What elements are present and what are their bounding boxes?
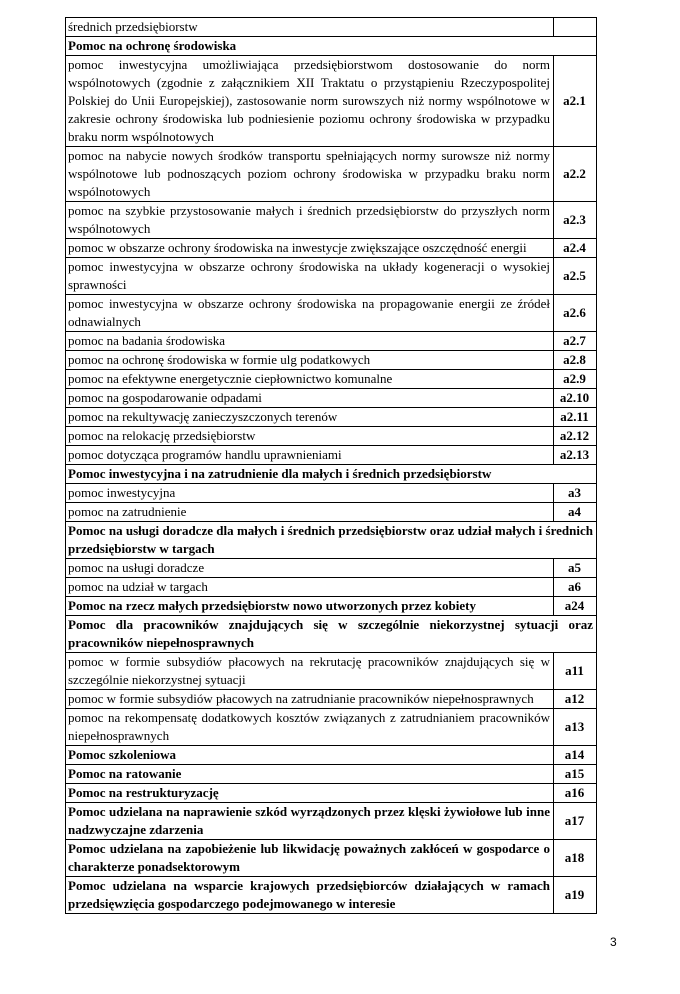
section-header: Pomoc inwestycyjna i na zatrudnienie dla małych i średnich przedsiębiorstw — [66, 465, 597, 484]
aid-code: a2.13 — [554, 446, 597, 465]
table-row — [66, 258, 597, 295]
aid-description: pomoc w formie subsydiów płacowych na rekrutację pracowników znajdujących się w szczególnie niekorzystnej sytuacji — [66, 653, 554, 690]
table-row — [66, 578, 597, 597]
aid-categories-table — [65, 17, 597, 914]
aid-description: pomoc na szybkie przystosowanie małych i średnich przedsiębiorstw do przyszłych norm wspólnotowych — [66, 202, 554, 239]
aid-description: Pomoc udzielana na naprawienie szkód wyrządzonych przez klęski żywiołowe lub inne nadzwyczajne zdarzenia — [66, 803, 554, 840]
table-row — [66, 427, 597, 446]
aid-description: Pomoc udzielana na wsparcie krajowych przedsiębiorców działających w ramach przedsięwzięcia gospodarczego podejmowanego w interesie — [66, 877, 554, 914]
table-row — [66, 877, 597, 914]
aid-description: Pomoc udzielana na zapobieżenie lub likwidację poważnych zakłóceń w gospodarce o charakterze ponadsektorowym — [66, 840, 554, 877]
table-row — [66, 765, 597, 784]
aid-code: a18 — [554, 840, 597, 877]
aid-code: a2.3 — [554, 202, 597, 239]
aid-description: pomoc inwestycyjna — [66, 484, 554, 503]
aid-description: pomoc na badania środowiska — [66, 332, 554, 351]
aid-description: pomoc na zatrudnienie — [66, 503, 554, 522]
table-row — [66, 597, 597, 616]
aid-description: Pomoc szkoleniowa — [66, 746, 554, 765]
section-header-row — [66, 616, 597, 653]
section-header: Pomoc na ochronę środowiska — [66, 37, 597, 56]
aid-code: a6 — [554, 578, 597, 597]
aid-code: a2.10 — [554, 389, 597, 408]
aid-code: a15 — [554, 765, 597, 784]
aid-description: pomoc w formie subsydiów płacowych na zatrudnianie pracowników niepełnosprawnych — [66, 690, 554, 709]
table-row — [66, 389, 597, 408]
aid-description: Pomoc na restrukturyzację — [66, 784, 554, 803]
table-row — [66, 653, 597, 690]
table-row — [66, 408, 597, 427]
aid-description: pomoc na rekultywację zanieczyszczonych terenów — [66, 408, 554, 427]
aid-code — [554, 18, 597, 37]
aid-code: a2.4 — [554, 239, 597, 258]
table-row — [66, 484, 597, 503]
aid-description: średnich przedsiębiorstw — [66, 18, 554, 37]
aid-code: a2.8 — [554, 351, 597, 370]
table-row — [66, 503, 597, 522]
section-header-row — [66, 522, 597, 559]
aid-description: pomoc na efektywne energetycznie ciepłownictwo komunalne — [66, 370, 554, 389]
aid-code: a2.7 — [554, 332, 597, 351]
table-row — [66, 370, 597, 389]
section-header: Pomoc dla pracowników znajdujących się w szczególnie niekorzystnej sytuacji oraz pracowników niepełnosprawnych — [66, 616, 597, 653]
aid-code: a14 — [554, 746, 597, 765]
table-row — [66, 709, 597, 746]
table-row — [66, 690, 597, 709]
table-row — [66, 446, 597, 465]
aid-code: a5 — [554, 559, 597, 578]
aid-code: a12 — [554, 690, 597, 709]
table-row — [66, 559, 597, 578]
page-number: 3 — [610, 935, 617, 949]
aid-description: pomoc dotycząca programów handlu uprawnieniami — [66, 446, 554, 465]
aid-description: pomoc na udział w targach — [66, 578, 554, 597]
aid-code: a2.1 — [554, 56, 597, 147]
aid-description: pomoc na ochronę środowiska w formie ulg podatkowych — [66, 351, 554, 370]
aid-description: Pomoc na ratowanie — [66, 765, 554, 784]
aid-description: pomoc inwestycyjna w obszarze ochrony środowiska na propagowanie energii ze źródeł odnawialnych — [66, 295, 554, 332]
section-header-row — [66, 37, 597, 56]
table-row — [66, 746, 597, 765]
aid-code: a2.5 — [554, 258, 597, 295]
table-row — [66, 18, 597, 37]
aid-code: a24 — [554, 597, 597, 616]
table-row — [66, 332, 597, 351]
aid-code: a2.9 — [554, 370, 597, 389]
section-header: Pomoc na usługi doradcze dla małych i średnich przedsiębiorstw oraz udział małych i średnich przedsiębiorstw w targach — [66, 522, 597, 559]
aid-description: pomoc w obszarze ochrony środowiska na inwestycje zwiększające oszczędność energii — [66, 239, 554, 258]
aid-description: Pomoc na rzecz małych przedsiębiorstw nowo utworzonych przez kobiety — [66, 597, 554, 616]
table-row — [66, 295, 597, 332]
aid-description: pomoc na rekompensatę dodatkowych kosztów związanych z zatrudnianiem pracowników niepełnosprawnych — [66, 709, 554, 746]
aid-description: pomoc inwestycyjna w obszarze ochrony środowiska na układy kogeneracji o wysokiej sprawności — [66, 258, 554, 295]
aid-code: a2.6 — [554, 295, 597, 332]
table-row — [66, 202, 597, 239]
table-row — [66, 351, 597, 370]
aid-code: a19 — [554, 877, 597, 914]
aid-description: pomoc na usługi doradcze — [66, 559, 554, 578]
table-body — [66, 18, 597, 914]
aid-code: a11 — [554, 653, 597, 690]
aid-description: pomoc inwestycyjna umożliwiająca przedsiębiorstwom dostosowanie do norm wspólnotowych (zgodnie z załącznikiem XII Traktatu o przystąpieniu Rzeczypospolitej Polskiej do Unii Europejskiej), zastosowanie norm surowszych niż normy wspólnotowe w zakresie ochrony środowiska lub podniesienie poziomu ochrony środowiska w przypadku braku norm wspólnotowych — [66, 56, 554, 147]
aid-description: pomoc na nabycie nowych środków transportu spełniających normy surowsze niż normy wspólnotowe lub podnoszących poziom ochrony środowiska w przypadku braku norm wspólnotowych — [66, 147, 554, 202]
table-row — [66, 56, 597, 147]
aid-code: a2.2 — [554, 147, 597, 202]
aid-code: a17 — [554, 803, 597, 840]
table-row — [66, 840, 597, 877]
aid-code: a16 — [554, 784, 597, 803]
aid-code: a2.11 — [554, 408, 597, 427]
table-row — [66, 803, 597, 840]
aid-code: a2.12 — [554, 427, 597, 446]
aid-code: a13 — [554, 709, 597, 746]
table-row — [66, 784, 597, 803]
aid-description: pomoc na gospodarowanie odpadami — [66, 389, 554, 408]
aid-description: pomoc na relokację przedsiębiorstw — [66, 427, 554, 446]
aid-code: a3 — [554, 484, 597, 503]
section-header-row — [66, 465, 597, 484]
table-row — [66, 147, 597, 202]
table-row — [66, 239, 597, 258]
aid-code: a4 — [554, 503, 597, 522]
